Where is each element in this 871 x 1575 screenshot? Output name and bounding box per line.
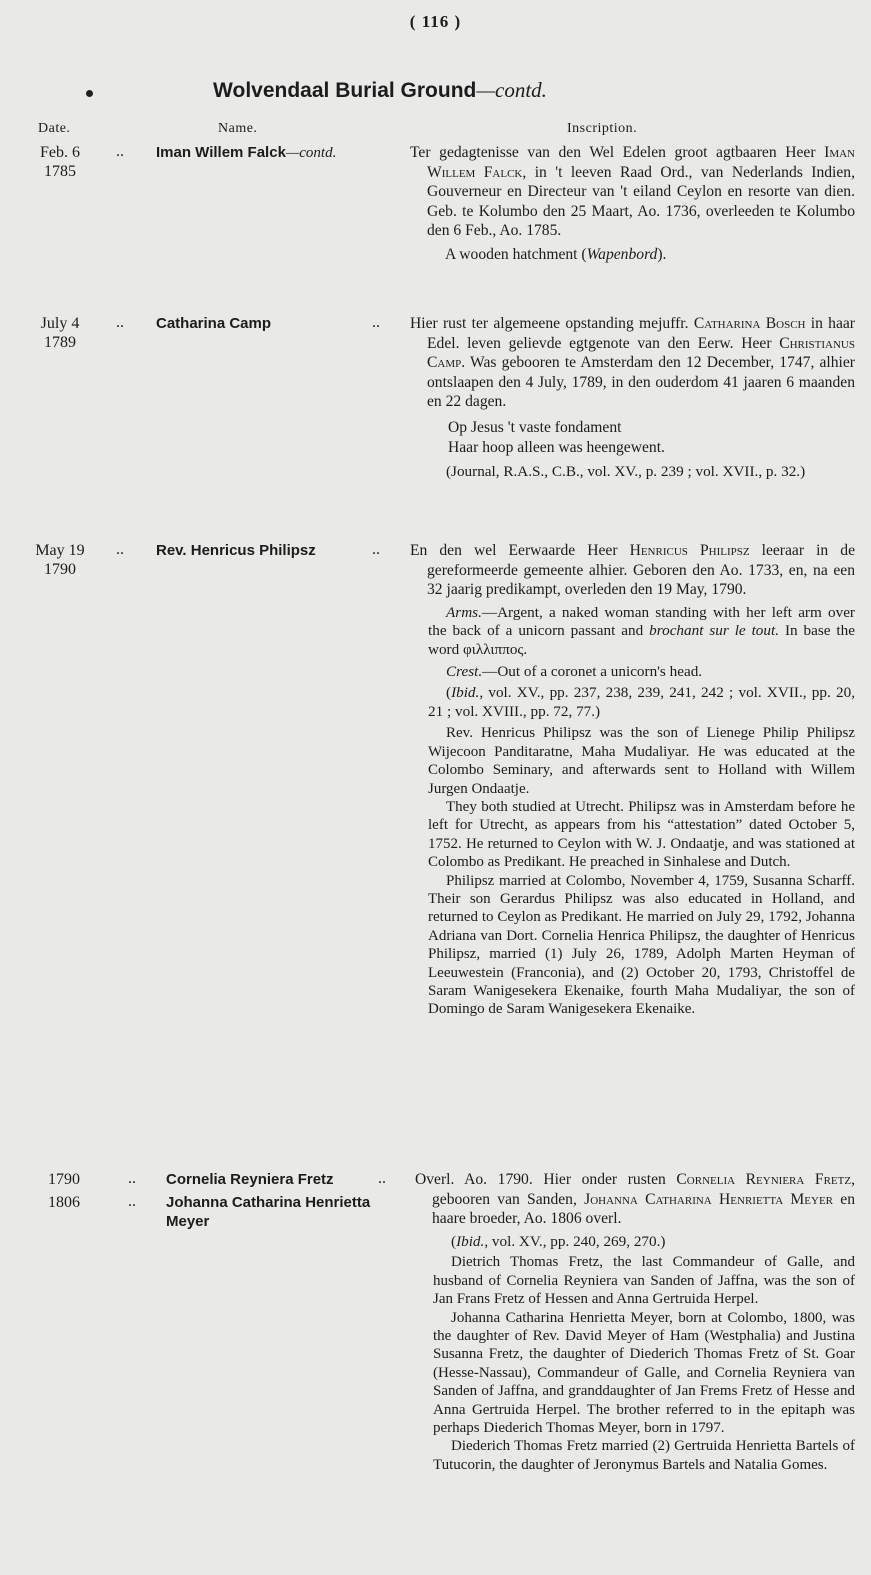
entry-name: Catharina Camp bbox=[156, 315, 272, 332]
note-paragraph: Philipsz married at Colombo, November 4, 1759, Susanna Scharff. Their son Gerardus Philipsz was also educated in Holland, and returned to Ceylon as Predikant. He married on July 29, 1792, Johanna Adriana van Dort. Cornelia Henrica Philipsz, the daughter of Henricus Philipsz, married (1) July 26, 1789, Adolph Marten Heyman of Leeuwestein (Franconia), and (2) October 20, 1793, Christoffel de Saram Wanigesekera Ekenaike, fourth Maha Mudaliyar, the son of Domingo de Saram Wanigesekera Ekenaike. bbox=[428, 872, 855, 1018]
inscription-text: En den wel Eerwaarde Heer Henricus Philipsz leeraar in de gereformeerde gemeente alhier. Geboren den Ao. 1733, en, na een 32 jaarig predikampt, overleden den 19 May, 1790. bbox=[410, 542, 855, 599]
date-day: May 19 bbox=[35, 542, 85, 559]
leader-dots: .. bbox=[128, 1170, 136, 1187]
leader-dots: .. bbox=[378, 1170, 386, 1187]
entry-name bbox=[156, 143, 336, 163]
header-date: Date. bbox=[38, 121, 71, 136]
leader-dots: .. bbox=[116, 541, 124, 558]
entry-name: Rev. Henricus Philipsz bbox=[156, 542, 316, 559]
name-text: Iman Willem Falck bbox=[156, 144, 286, 161]
biographical-notes bbox=[410, 724, 855, 1019]
entry-date bbox=[20, 541, 100, 579]
leader-dots: .. bbox=[372, 541, 380, 558]
header-inscription: Inscription. bbox=[567, 121, 638, 136]
page-title bbox=[0, 78, 760, 103]
entry-name-1: Cornelia Reyniera Fretz bbox=[166, 1171, 334, 1188]
note-paragraph: Dietrich Thomas Fretz, the last Commandeur of Galle, and husband of Cornelia Reyniera van Sanden of Jaffna, was the son of Jan Frans Fretz of Hessen and Anna Gertruida Herpel. bbox=[433, 1254, 855, 1308]
note-paragraph: Diederich Thomas Fretz married (2) Gertruida Henrietta Bartels of Tutucorin, the daughter of Jeronymus Bartels and Natalia Gomes. bbox=[433, 1438, 855, 1473]
entry-inscription bbox=[415, 1170, 855, 1474]
inscription-text: Ter gedagtenisse van den Wel Edelen groot agtbaaren Heer Iman Willem Falck, in 't leeven Raad Ord., van Nederlands Indien, Gouverneur en Directeur van 't eiland Ceylon en resorte van dien. Geb. te Kolumbo den 25 Maart, Ao. 1736, overleeden te Kolumbo den 6 Feb., Ao. 1785. bbox=[410, 144, 855, 240]
biographical-notes bbox=[415, 1253, 855, 1474]
title-main: Wolvendaal Burial Ground bbox=[213, 79, 477, 102]
date-day: Feb. 6 bbox=[40, 144, 80, 161]
date-year: 1789 bbox=[44, 334, 76, 351]
inscription-note: A wooden hatchment (Wapenbord). bbox=[445, 245, 667, 263]
entry-inscription bbox=[410, 541, 855, 1019]
date-year: 1785 bbox=[44, 163, 76, 180]
entry-inscription bbox=[410, 143, 855, 265]
verse-line: Op Jesus 't vaste fondament bbox=[448, 418, 622, 436]
entry-date bbox=[20, 143, 100, 181]
entry-name-2: Johanna Catharina Henrietta Meyer bbox=[166, 1194, 371, 1230]
note-paragraph: Johanna Catharina Henrietta Meyer, born at Colombo, 1800, was the daughter of Rev. David Meyer of Ham (Westphalia) and Justina Susanna Fretz, the daughter of Diederich Thomas Fretz of St. Goar (Hesse-Nassau), Commandeur of Galle, and Cornelia Reyniera van Sanden of Jaffna, and granddaughter of Jan Frems Fretz of Hesse and Anna Gertruida Herpel. The brother referred to in the epitaph was perhaps Diederich Thomas Meyer, born in 1797. bbox=[433, 1309, 855, 1437]
header-name: Name. bbox=[218, 121, 258, 136]
note-paragraph: They both studied at Utrecht. Philipsz was in Amsterdam before he left for Utrecht, as appears from his “attestation” dated October 5, 1752. He returned to Ceylon with W. J. Ondaatje, and was stationed at Colombo as Predikant. He preached in Sinhalese and Dutch. bbox=[428, 798, 855, 871]
inscription-reference: (Journal, R.A.S., C.B., vol. XV., p. 239 ; vol. XVII., p. 32.) bbox=[446, 463, 806, 481]
date-year-1: 1790 bbox=[48, 1171, 80, 1188]
verse-line: Haar hoop alleen was heengewent. bbox=[448, 438, 665, 456]
entry-date bbox=[20, 314, 100, 352]
entry-inscription bbox=[410, 314, 855, 482]
arms-description: Arms.—Argent, a naked woman standing with her left arm over the back of a unicorn passant and brochant sur le tout. In base the word φιλλιππος. bbox=[428, 603, 855, 658]
date-day: July 4 bbox=[40, 315, 80, 332]
inscription-text: Overl. Ao. 1790. Hier onder rusten Cornelia Reyniera Fretz, gebooren van Sanden, Johanna Catharina Henrietta Meyer en haare broeder, Ao. 1806 overl. bbox=[415, 1171, 855, 1228]
crest-description: Crest.—Out of a coronet a unicorn's head. bbox=[446, 662, 703, 680]
date-year: 1790 bbox=[44, 561, 76, 578]
date-year-2: 1806 bbox=[48, 1194, 80, 1211]
note-paragraph: Rev. Henricus Philipsz was the son of Lienege Philip Philipsz Wijecoon Panditaratne, Maha Mudaliyar. He was educated at the Colombo Seminary, and afterwards sent to Holland with Willem Jurgen Ondaatje. bbox=[428, 725, 855, 797]
inscription-reference: (Ibid., vol. XV., pp. 237, 238, 239, 241, 242 ; vol. XVII., pp. 20, 21 ; vol. XVIII., pp. 72, 77.) bbox=[428, 684, 855, 720]
title-suffix: —contd. bbox=[476, 78, 547, 102]
leader-dots: .. bbox=[372, 314, 380, 331]
leader-dots: .. bbox=[116, 143, 124, 160]
leader-dots: .. bbox=[116, 314, 124, 331]
leader-dots: .. bbox=[128, 1193, 136, 1210]
entry-date bbox=[24, 1170, 104, 1212]
page-number: ( 116 ) bbox=[409, 12, 462, 31]
inscription-reference: (Ibid., vol. XV., pp. 240, 269, 270.) bbox=[451, 1232, 666, 1250]
inscription-text: Hier rust ter algemeene opstanding mejuffr. Catharina Bosch in haar Edel. leven gelievde egtgenote van den Eerw. Heer Christianus Camp. Was gebooren te Amsterdam den 12 December, 1747, alhier ontslaapen den 4 July, 1789, in den ouderdom 41 jaaren 6 maanden en 22 dagen. bbox=[410, 315, 855, 411]
name-suffix: —contd. bbox=[285, 145, 337, 161]
